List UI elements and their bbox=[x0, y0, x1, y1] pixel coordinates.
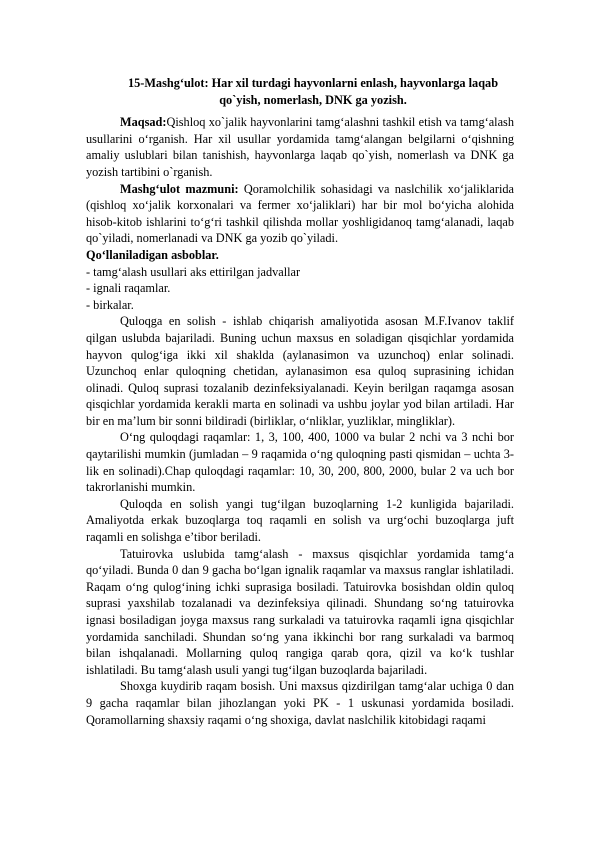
page-content bbox=[86, 75, 514, 728]
tools-list-item: - tamg‘alash usullari aks ettirilgan jadvallar bbox=[86, 264, 301, 279]
purpose-paragraph bbox=[86, 114, 514, 180]
ear-notching-paragraph: Quloqga en solish - ishlab chiqarish amaliyotida asosan M.F.Ivanov taklif qilgan uslubda bajariladi. Buning uchun maxsus en soladigan qisqichlar yordamida hayvon qulog‘iga ikki xil shaklda (aylanasimon va uzunchoq) enlar solinadi. Uzunchoq enlar quloqning chetidan, aylanasimon esa quloq suprasining ichidan olinadi. Quloq suprasi tozalanib dezinfeksiyalanadi. Keyin berilgan raqamga asosan qisqichlar yordamida kerakli marta en solinadi va ushbu joylar yod bilan artiladi. Har bir en ma’lum bir sonni bildiradi (birliklar, o‘nliklar, yuzliklar, mingliklar). bbox=[86, 314, 514, 428]
content-label: Mashg‘ulot mazmuni: bbox=[120, 181, 239, 196]
purpose-text: Qishloq xo`jalik hayvonlarini tamg‘alashni tashkil etish va tamg‘alash usullarini o‘rganish. Har xil usullar yordamida tamg‘alangan belgilarni o‘qishning amaliy uslublari bilan tanishish, hayvonlarga laqab qo`yish, nomerlash va DNK ga yozish tartibini o`rganish. bbox=[86, 115, 514, 179]
tools-list-item: - ignali raqamlar. bbox=[86, 281, 171, 296]
horn-branding-paragraph: Shoxga kuydirib raqam bosish. Uni maxsus qizdirilgan tamg‘alar uchiga 0 dan 9 gacha raqamlar bilan jihozlangan yoki PK - 1 uskunasi yordamida bosiladi. Qoramollarning shaxsiy raqami o‘ng shoxiga, davlat naslchilik kitobidagi raqami bbox=[86, 679, 514, 727]
calf-notching-paragraph: Quloqda en solish yangi tug‘ilgan buzoqlarning 1-2 kunligida bajariladi. Amaliyotda erkak buzoqlarga toq raqamli en solish va urg‘ochi buzoqlarga juft raqamli en solishga e’tibor beriladi. bbox=[86, 496, 514, 545]
tattoo-paragraph: Tatuirovka uslubida tamg‘alash - maxsus qisqichlar yordamida tamg‘a qo‘yiladi. Bunda 0 dan 9 gacha bo‘lgan ignalik raqamlar va maxsus ranglar ishlatiladi. Raqam o‘ng qulog‘ining ichki suprasiga bosiladi. Tatuirovka bosishdan oldin quloq suprasi yaxshilab tozalanadi va dezinfeksiya qilinadi. Shundang so‘ng tatuirovka ignasi bosiladigan joyga maxsus rang surkaladi va tatuirovka raqamli igna qisqichlar yordamida sanchiladi. Shundan so‘ng yana ikkinchi bor rang surkaladi va barmoq bilan ishqalanadi. Mollarning quloq rangiga qarab qora, qizil va ko‘k tushlar ishlatiladi. Bu tamg‘alash usuli yangi tug‘ilgan buzoqlarda bajariladi. bbox=[86, 546, 514, 677]
content-paragraph bbox=[86, 181, 514, 247]
page-title: 15-Mashg‘ulot: Har xil turdagi hayvonlarni enlash, hayvonlarga laqab qo`yish, nomerlash, DNK ga yozish. bbox=[127, 76, 499, 107]
content-text: Qoramolchilik sohasidagi va naslchilik xo‘jaliklarida (qishloq xo‘jalik korxonalari va fermer xo‘jaliklari) har bir mol bo‘yicha alohida hisob-kitob ishlarini to‘g‘ri tashkil qilishda mollar yoshligidanoq tamg‘alanadi, laqab qo`yiladi, nomerlanadi va DNK ga yozib qo`yiladi. bbox=[86, 181, 514, 246]
ear-numbers-paragraph: O‘ng quloqdagi raqamlar: 1, 3, 100, 400, 1000 va bular 2 nchi va 3 nchi bor qaytarilishi mumkin (jumladan – 9 raqamida o‘ng quloqning pasti qismidan – uchta 3-lik en solinadi).Chap quloqdagi raqamlar: 10, 30, 200, 800, 2000, bular 2 va uch bor takrorlanishi mumkin. bbox=[86, 430, 514, 495]
purpose-label: Maqsad: bbox=[120, 115, 167, 130]
tools-list-item: - birkalar. bbox=[86, 297, 134, 312]
tools-heading: Qo‘llaniladigan asboblar. bbox=[86, 247, 219, 262]
